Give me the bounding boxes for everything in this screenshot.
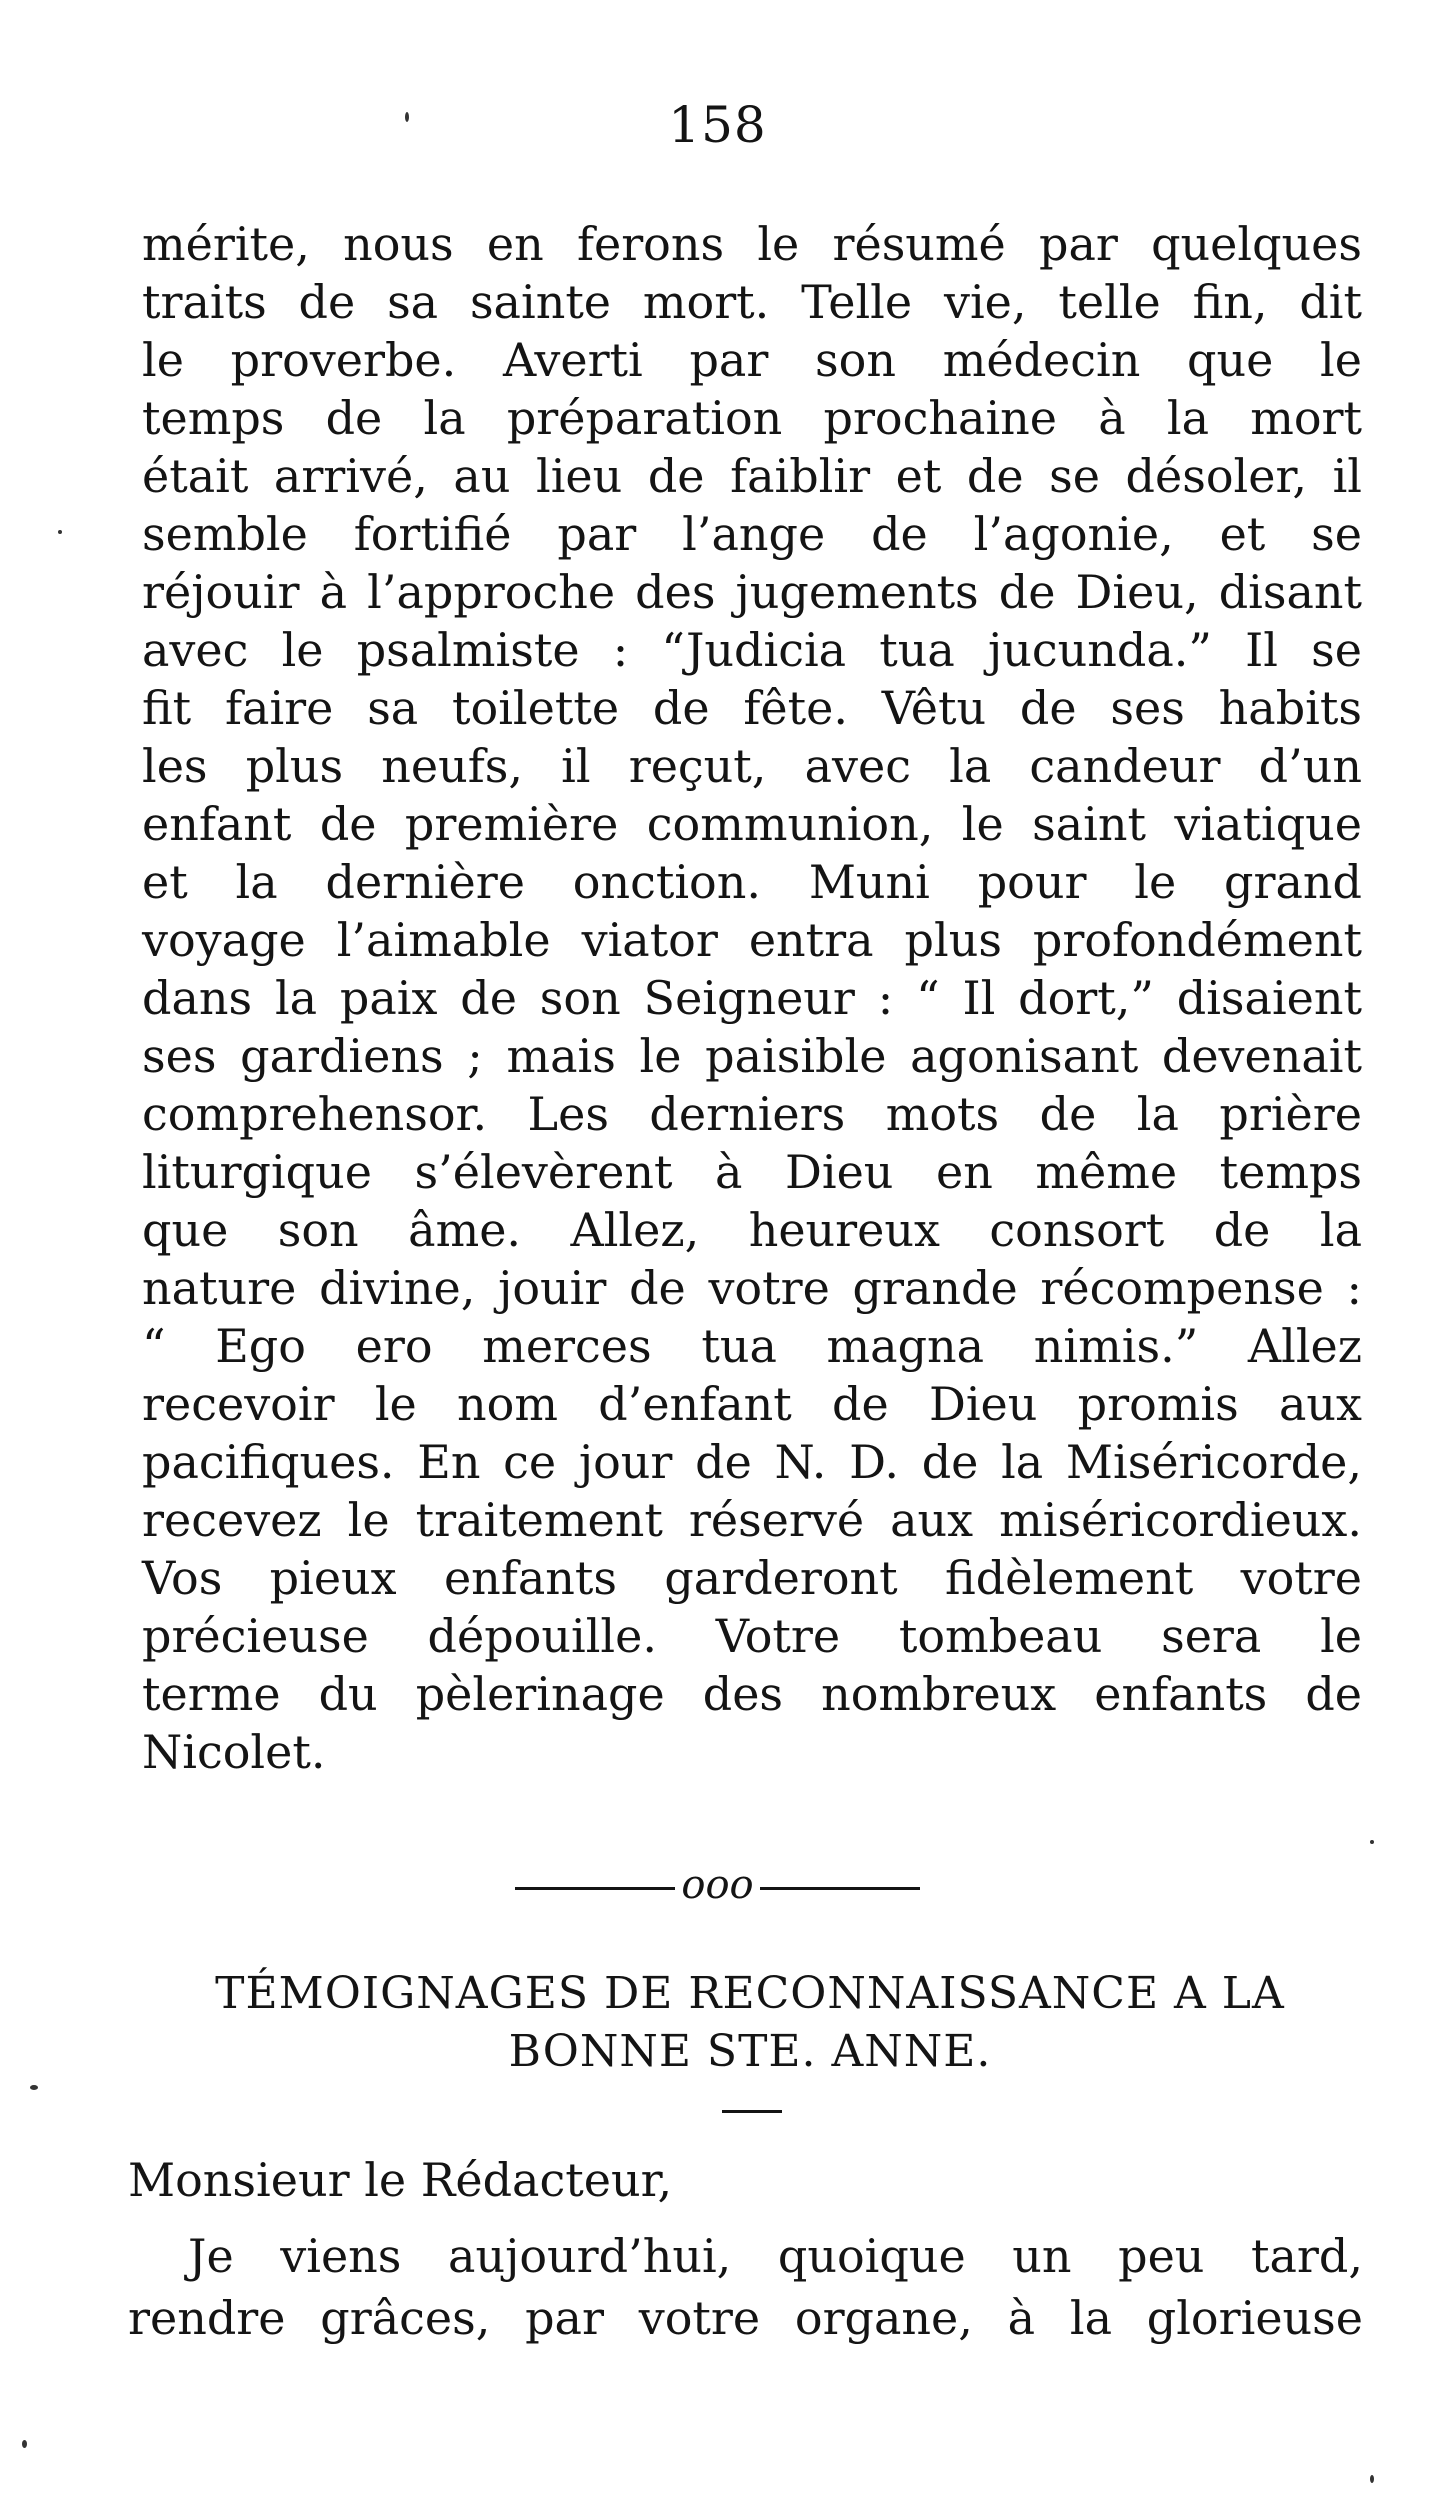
body-line: traits de sa sainte mort. Telle vie, telle fin, dit	[142, 275, 1362, 329]
body-line: et la dernière onction. Muni pour le grand	[142, 855, 1362, 909]
letter-salutation: Monsieur le Rédacteur,	[128, 2153, 673, 2207]
section-title-line: TÉMOIGNAGES DE RECONNAISSANCE A LA	[215, 1968, 1285, 2019]
body-line: que son âme. Allez, heureux consort de la	[142, 1203, 1362, 1257]
body-line: pacifiques. En ce jour de N. D. de la Miséricorde,	[142, 1435, 1362, 1489]
body-line: enfant de première communion, le saint viatique	[142, 797, 1362, 851]
body-line: le proverbe. Averti par son médecin que le	[142, 333, 1362, 387]
scan-speck	[30, 2085, 38, 2090]
body-line: recevez le traitement réservé aux miséricordieux.	[142, 1493, 1362, 1547]
body-line: semble fortifié par l’ange de l’agonie, et se	[142, 507, 1362, 561]
scan-speck	[405, 112, 409, 122]
body-line: fit faire sa toilette de fête. Vêtu de ses habits	[142, 681, 1362, 735]
body-line: Nicolet.	[142, 1725, 326, 1779]
body-line: Vos pieux enfants garderont fidèlement votre	[142, 1551, 1362, 1605]
letter-line: rendre grâces, par votre organe, à la glorieuse	[128, 2291, 1363, 2345]
body-line: comprehensor. Les derniers mots de la prière	[142, 1087, 1362, 1141]
scan-speck	[1370, 1840, 1374, 1844]
body-line: temps de la préparation prochaine à la mort	[142, 391, 1362, 445]
body-line: dans la paix de son Seigneur : “ Il dort,” disaient	[142, 971, 1362, 1025]
scan-speck	[58, 530, 62, 534]
body-line: nature divine, jouir de votre grande récompense :	[142, 1261, 1362, 1315]
letter-line: Je viens aujourd’hui, quoique un peu tard,	[188, 2229, 1363, 2283]
page-number: 158	[668, 96, 767, 154]
body-line: était arrivé, au lieu de faiblir et de se désoler, il	[142, 449, 1362, 503]
body-line: terme du pèlerinage des nombreux enfants de	[142, 1667, 1362, 1721]
title-underline	[722, 2110, 782, 2113]
body-line: les plus neufs, il reçut, avec la candeur d’un	[142, 739, 1362, 793]
body-line: réjouir à l’approche des jugements de Dieu, disant	[142, 565, 1362, 619]
body-line: recevoir le nom d’enfant de Dieu promis aux	[142, 1377, 1362, 1431]
letter-paragraph	[128, 2225, 1363, 2349]
section-title-line: BONNE STE. ANNE.	[508, 2026, 992, 2077]
body-line: voyage l’aimable viator entra plus profondément	[142, 913, 1362, 967]
body-line: “ Ego ero merces tua magna nimis.” Allez	[142, 1319, 1362, 1373]
divider-ornament: ooo	[681, 1862, 754, 1908]
divider-rule-left	[515, 1887, 675, 1890]
body-line: précieuse dépouille. Votre tombeau sera le	[142, 1609, 1362, 1663]
section-title	[140, 1965, 1360, 2081]
body-line: mérite, nous en ferons le résumé par quelques	[142, 217, 1362, 271]
scan-speck	[22, 2440, 27, 2448]
body-line: liturgique s’élevèrent à Dieu en même temps	[142, 1145, 1362, 1199]
divider-rule-right	[760, 1887, 920, 1890]
scan-speck	[1370, 2475, 1374, 2483]
body-line: avec le psalmiste : “Judicia tua jucunda.” Il se	[142, 623, 1362, 677]
section-divider	[0, 1860, 1435, 1910]
body-line: ses gardiens ; mais le paisible agonisant devenait	[142, 1029, 1362, 1083]
body-paragraph	[142, 215, 1362, 1781]
